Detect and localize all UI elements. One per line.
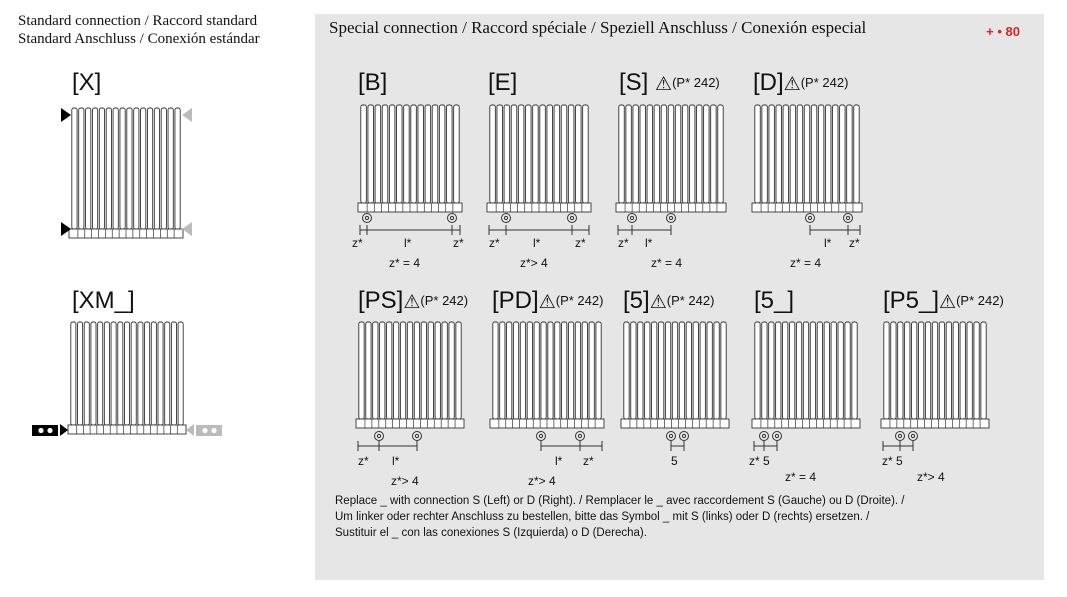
label-ps: [PS] xyxy=(358,287,404,314)
dim-l: l* xyxy=(533,236,541,250)
dim-eq4: z* = 4 xyxy=(389,256,421,270)
dim-gt4: z*> 4 xyxy=(391,474,419,488)
standard-connection-heading xyxy=(18,12,260,48)
label-5_: [5_] xyxy=(754,287,795,314)
dim-l: l* xyxy=(392,454,400,468)
warning-icon: ⚠ xyxy=(655,74,673,95)
dim-gt4: z*> 4 xyxy=(917,470,945,484)
dim-z: z* xyxy=(849,236,860,250)
dim-gt4: z*> 4 xyxy=(528,474,556,488)
label-x: [X] xyxy=(72,69,102,96)
standard-heading-line1: Standard connection / Raccord standard xyxy=(18,13,258,29)
dim-l: l* xyxy=(645,236,653,250)
warning-ref: (P* 242) xyxy=(956,293,1004,308)
dim-z5: z* 5 xyxy=(749,454,770,468)
dim-eq4: z* = 4 xyxy=(785,470,817,484)
label-s: [S] xyxy=(619,69,649,96)
warning-icon: ⚠ xyxy=(649,292,667,313)
warning-ref: (P* 242) xyxy=(666,293,715,308)
warning-ref: (P* 242) xyxy=(555,293,604,308)
dim-z: z* xyxy=(575,236,586,250)
special-connection-panel xyxy=(315,14,1044,580)
dim-z: z* xyxy=(453,236,464,250)
dim-l: l* xyxy=(404,236,412,250)
warning-ref: (P* 242) xyxy=(672,75,720,90)
dim-z: z* xyxy=(358,454,369,468)
warning-icon: ⚠ xyxy=(538,292,556,313)
special-connection-title: Special connection / Raccord spéciale / Speziell Anschluss / Conexión especial xyxy=(329,18,867,37)
page-number: + • 80 xyxy=(986,24,1020,39)
dim-eq4: z* = 4 xyxy=(790,256,822,270)
label-5: [5] xyxy=(623,287,650,314)
dim-gt4: z*> 4 xyxy=(520,256,548,270)
label-s-group xyxy=(619,70,720,98)
warning-ref: (P* 242) xyxy=(420,293,469,308)
dim-z: z* xyxy=(618,236,629,250)
dim-z5: z* 5 xyxy=(882,454,903,468)
warning-icon: ⚠ xyxy=(939,292,957,313)
standard-heading-line2: Standard Anschluss / Conexión estándar xyxy=(18,31,260,47)
warning-icon: ⚠ xyxy=(783,74,801,95)
arrow-markers-xm xyxy=(0,0,1,1)
label-pd: [PD] xyxy=(492,287,539,314)
label-xm: [XM_] xyxy=(72,287,135,314)
dim-z: z* xyxy=(352,236,363,250)
notes xyxy=(335,493,904,541)
label-d: [D] xyxy=(753,69,784,96)
connection-valves-row2 xyxy=(315,14,316,15)
dim-z: z* xyxy=(489,236,500,250)
note-line: Um linker oder rechter Anschluss zu bestellen, bitte das Symbol _ mit S (links) oder D (rechts) ersetzen. / xyxy=(335,511,870,523)
label-p5_-group xyxy=(883,288,1004,316)
label-5-group xyxy=(623,288,714,316)
label-pd-group xyxy=(492,288,603,316)
label-e: [E] xyxy=(488,69,518,96)
warning-ref: (P* 242) xyxy=(800,75,849,90)
label-p5_: [P5_] xyxy=(883,287,940,314)
note-line: Sustituir el _ con las conexiones S (Izquierda) o D (Derecha). xyxy=(335,527,647,539)
note-line: Replace _ with connection S (Left) or D (Right). / Remplacer le _ avec raccordement S (Gauche) ou D (Droite). / xyxy=(335,495,905,507)
label-d-group xyxy=(753,70,848,98)
label-ps-group xyxy=(358,288,468,316)
dim-eq4: z* = 4 xyxy=(651,256,683,270)
warning-icon: ⚠ xyxy=(403,292,421,313)
dim-z: z* xyxy=(583,454,594,468)
dim-l: l* xyxy=(824,236,832,250)
dim-five: 5 xyxy=(671,454,678,468)
label-b: [B] xyxy=(358,69,388,96)
dim-l: l* xyxy=(555,454,563,468)
